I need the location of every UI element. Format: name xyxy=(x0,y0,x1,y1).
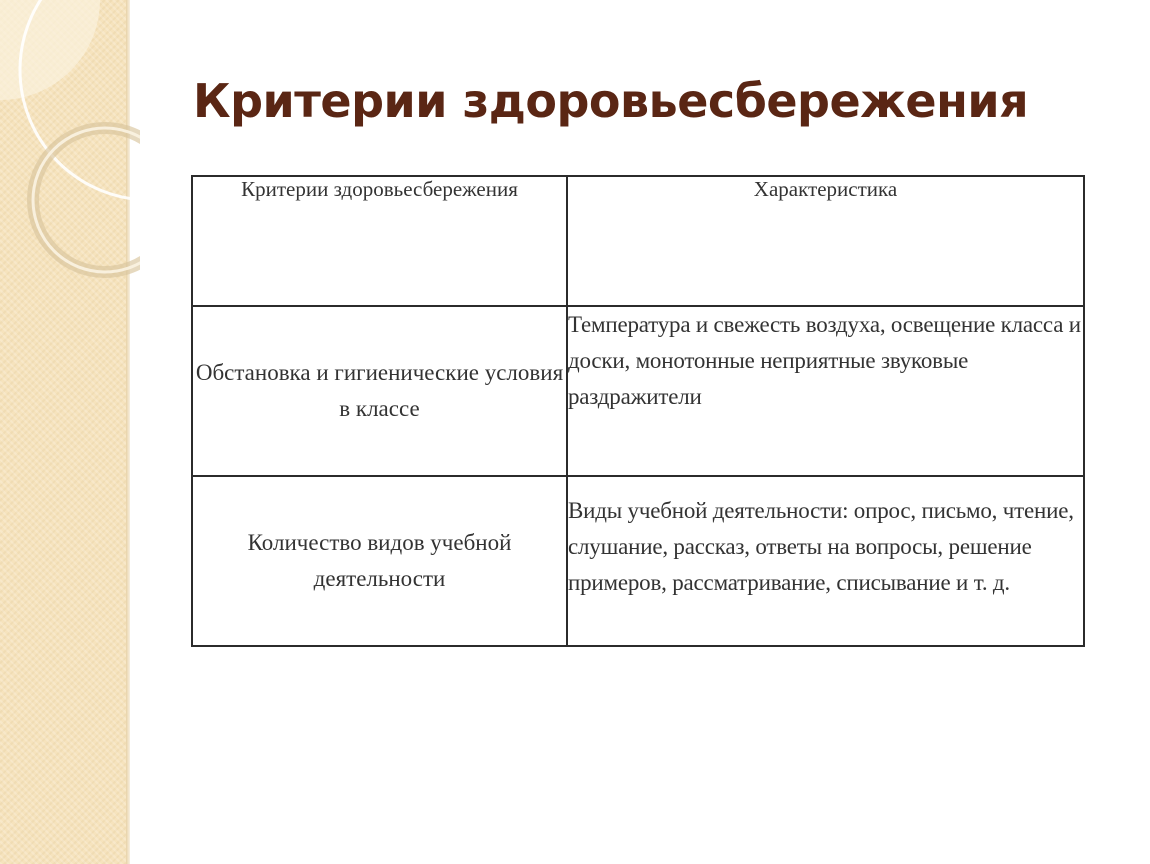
criterion-cell: Обстановка и гигиенические условия в классе xyxy=(192,306,567,476)
decorative-arc-top xyxy=(0,0,100,100)
table-header-row xyxy=(192,176,1084,306)
description-cell: Виды учебной деятельности: опрос, письмо, чтение, слушание, рассказ, ответы на вопросы, решение примеров, рассматривание, списывание и т. д. xyxy=(567,476,1084,646)
description-cell: Температура и свежесть воздуха, освещение класса и доски, монотонные неприятные звуковые раздражители xyxy=(567,306,1084,476)
header-criteria: Критерии здоровьесбережения xyxy=(192,176,567,306)
page-title: Критерии здоровьесбережения xyxy=(193,74,1029,128)
table-row xyxy=(192,306,1084,476)
criterion-cell: Количество видов учебной деятельности xyxy=(192,476,567,646)
criteria-table xyxy=(191,175,1085,647)
decorative-circles xyxy=(0,0,140,300)
header-characteristic: Характеристика xyxy=(567,176,1084,306)
decorative-ring-medium xyxy=(33,128,140,272)
table-row xyxy=(192,476,1084,646)
